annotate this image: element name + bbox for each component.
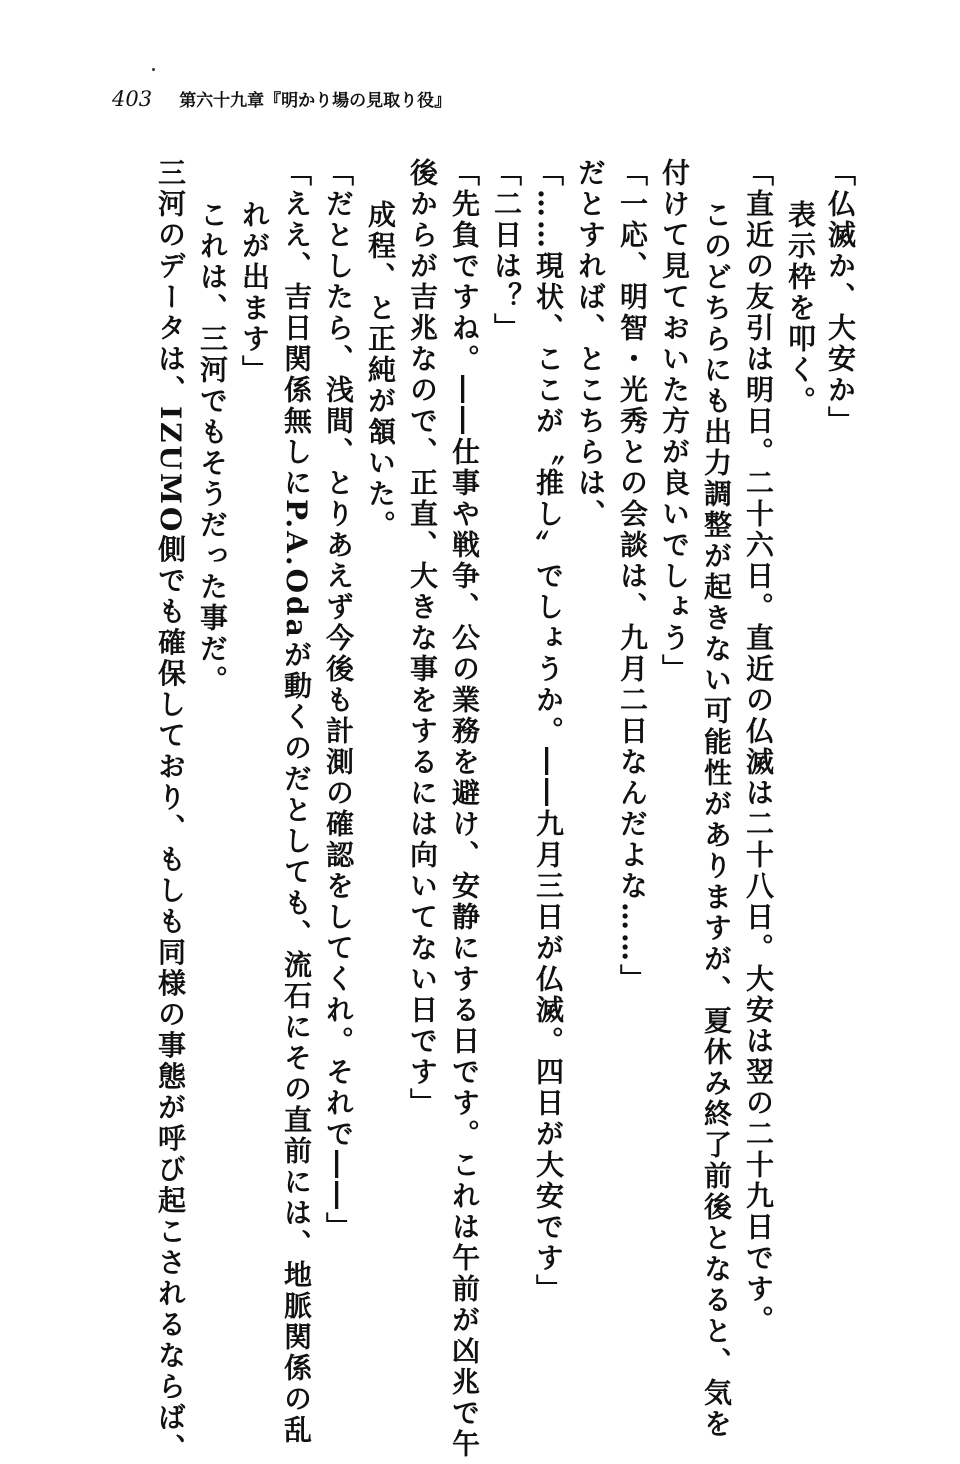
text-column: 「先負ですね。――仕事や戦争、公の業務を避け、安静にする日です。これは午前が凶兆で午 [448, 158, 481, 1460]
text-column: だとすれば、とこちらは、 [574, 158, 607, 530]
chapter-title: 第六十九章『明かり場の見取り役』 [179, 91, 452, 111]
text-column: 「仏滅か、大安か」 [824, 158, 857, 437]
text-column: 成程、と正純が頷いた。 [364, 200, 397, 541]
text-column: 三河のデータは、IZUMO側でも確保しており、もしも同様の事態が呼び起こされるならば、 [154, 158, 187, 1464]
page-header [112, 86, 451, 116]
text-column: 「……現状、ここが〝推し〟でしょうか。――九月三日が仏滅。四日が大安です」 [532, 158, 565, 1305]
text-column: これは、三河でもそうだった事だ。 [196, 200, 229, 696]
text-column: 付けて見ておいた方が良いでしょう」 [658, 158, 691, 685]
text-column: このどちらにも出力調整が起きない可能性がありますが、夏休み終了前後となると、気を [700, 200, 733, 1440]
text-column: 「二日は？」 [490, 158, 523, 344]
text-column: 後からが吉兆なので、正直、大きな事をするには向いてない日です」 [406, 158, 439, 1119]
text-column: 表示枠を叩く。 [784, 200, 817, 417]
page-number: 403 [112, 87, 153, 111]
speck-mark [152, 68, 155, 71]
text-column: 「だとしたら、浅間、とりあえず今後も計測の確認をしてくれ。それで――」 [322, 158, 355, 1243]
text-column: れが出ます」 [238, 200, 271, 386]
text-column: 「ええ、吉日関係無しにP.A.Odaが動くのだとしても、流石にその直前には、地脈関係の乱 [280, 158, 313, 1446]
text-column: 「直近の友引は明日。二十六日。直近の仏滅は二十八日。大安は翌の二十九日です。 [742, 158, 775, 1336]
text-column: 「一応、明智・光秀との会談は、九月二日なんだよな……」 [616, 158, 649, 995]
